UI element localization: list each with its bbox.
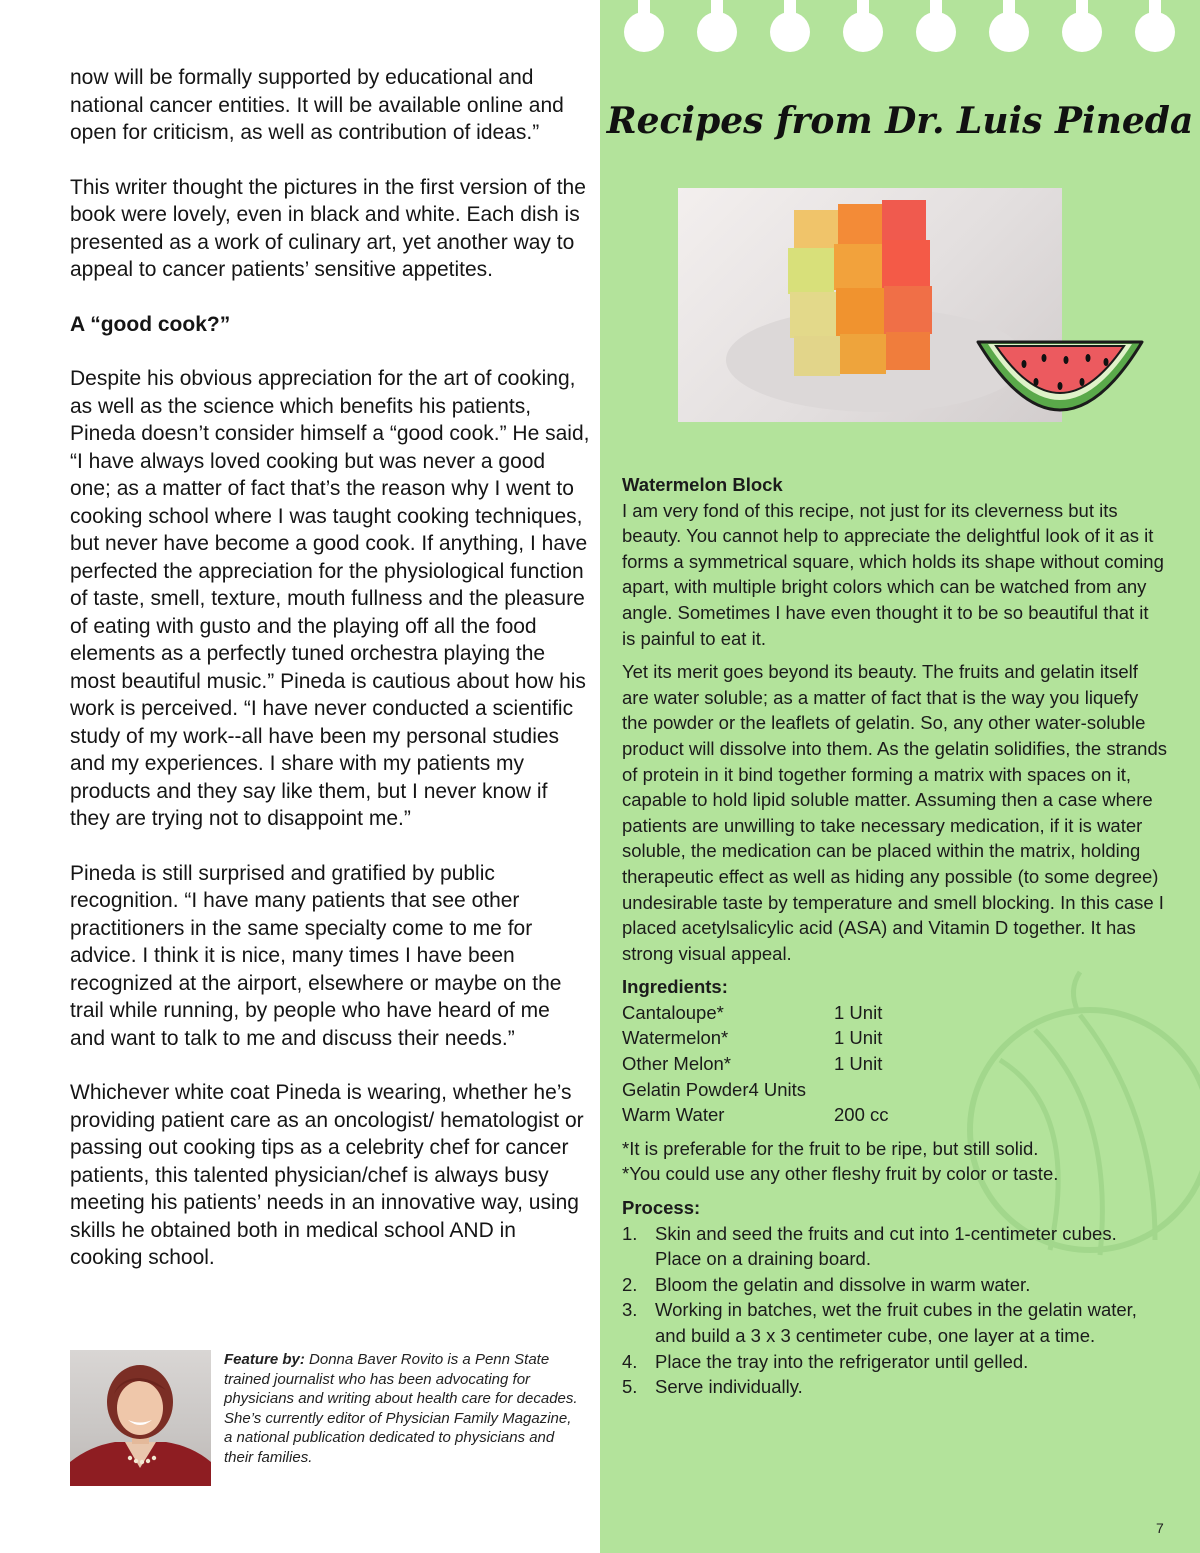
ingredient-row — [622, 1025, 1167, 1051]
step-text: Bloom the gelatin and dissolve in warm water. — [655, 1273, 1031, 1295]
ingredient-row — [622, 1102, 1167, 1128]
ingredient-row — [622, 1051, 1167, 1077]
process-step — [622, 1374, 1167, 1400]
recipe-section-title: Recipes from Dr. Luis Pineda — [606, 100, 1194, 142]
author-bio-label: Feature by: — [224, 1351, 305, 1368]
author-portrait-icon — [70, 1350, 211, 1486]
ingredient-qty: 200 cc — [834, 1104, 889, 1126]
ingredient-qty: 4 Units — [748, 1078, 807, 1100]
process-step — [622, 1221, 1167, 1272]
author-bio — [224, 1350, 580, 1467]
ingredient-name: Gelatin Powder — [622, 1078, 749, 1100]
step-text: Place the tray into the refrigerator until gelled. — [655, 1350, 1029, 1372]
watermelon-slice-icon — [972, 328, 1148, 418]
recipe-note: *You could use any other fleshy fruit by color or taste. — [622, 1163, 1059, 1185]
recipe-notes — [622, 1136, 1167, 1187]
recipe-intro: Yet its merit goes beyond its beauty. The fruits and gelatin itself are water soluble; as a matter of fact that is the way you liquefy the powder or the leaflets of gelatin. So, any other water-soluble product will dissolve into them. As the gelatin solidifies, the strands of protein in it bind together forming a matrix with spaces on it, capable to hold lipid soluble matter. Assuming then a case where patients are unwilling to take necessary medication, if it is water soluble, the medication can be placed within the matrix, holding therapeutic effect as well as hiding any possible (to some degree) undesirable taste by temperature and smell blocking. In this case I placed acetylsalicylic acid (ASA) and Vitamin D together. It has strong visual appeal. — [622, 661, 1168, 964]
step-number: 4. — [622, 1350, 638, 1372]
process-steps — [622, 1221, 1167, 1400]
step-number: 2. — [622, 1273, 638, 1295]
ingredient-qty: 1 Unit — [834, 1001, 883, 1023]
binder-hole-icon — [697, 0, 737, 58]
binder-hole-icon — [1062, 0, 1102, 58]
binder-holes — [624, 0, 1184, 60]
section-heading: A “good cook?” — [70, 312, 231, 336]
ingredient-qty: 1 Unit — [834, 1027, 883, 1049]
step-number: 5. — [622, 1376, 638, 1398]
recipe-title: Watermelon Block — [622, 474, 783, 495]
binder-hole-icon — [989, 0, 1029, 58]
recipe-content — [622, 472, 1167, 1400]
paragraph: now will be formally supported by educational and national cancer entities. It will be available online and open for criticism, as well as contribution of ideas.” — [70, 66, 564, 144]
paragraph: Pineda is still surprised and gratified by public recognition. “I have many patients that see other practitioners in the same specialty come to me for advice. I think it is nice, many times I have been recognized at the airport, elsewhere or maybe on the trail while running, by people who have heard of me and want to talk to me and discuss their needs.” — [70, 861, 562, 1050]
recipe-intro: I am very fond of this recipe, not just for its cleverness but its beauty. You cannot help to appreciate the delightful look of it as it forms a symmetrical square, which holds its shape without coming apart, with multiple bright colors which can be watched from any angle. Sometimes I have even thought it to be so beautiful that it is painful to eat it. — [622, 499, 1164, 649]
step-text: Skin and seed the fruits and cut into 1-centimeter cubes. Place on a draining board. — [655, 1222, 1117, 1270]
recipe-note: *It is preferable for the fruit to be ripe, but still solid. — [622, 1137, 1039, 1159]
article-body — [70, 64, 590, 1299]
ingredients-label: Ingredients: — [622, 976, 728, 998]
binder-hole-icon — [916, 0, 956, 58]
ingredients-list — [622, 1000, 1167, 1128]
process-step — [622, 1349, 1167, 1375]
author-bio-box — [70, 1350, 580, 1490]
ingredient-name: Other Melon* — [622, 1053, 731, 1075]
ingredient-name: Watermelon* — [622, 1027, 729, 1049]
step-number: 3. — [622, 1299, 638, 1321]
binder-hole-icon — [624, 0, 664, 58]
ingredient-row — [622, 1000, 1167, 1026]
binder-hole-icon — [843, 0, 883, 58]
ingredient-qty: 1 Unit — [834, 1053, 883, 1075]
page-number: 7 — [1156, 1520, 1164, 1536]
ingredient-row — [622, 1077, 1167, 1103]
paragraph: This writer thought the pictures in the first version of the book were lovely, even in black and white. Each dish is presented as a work of culinary art, yet another way to appeal to cancer patients’ sensitive appetites. — [70, 175, 586, 281]
step-text: Serve individually. — [655, 1376, 803, 1398]
step-number: 1. — [622, 1222, 638, 1244]
recipe-panel — [600, 0, 1200, 1553]
ingredient-name: Cantaloupe* — [622, 1001, 724, 1023]
step-text: Working in batches, wet the fruit cubes in the gelatin water, and build a 3 x 3 centimeter cube, one layer at a time. — [655, 1299, 1137, 1346]
author-bio-text: Donna Baver Rovito is a Penn State trained journalist who has been advocating for physicians and writing about health care for decades. She’s currently editor of Physician Family Magazine, a national publication dedicated to physicians and their families. — [224, 1351, 578, 1466]
paragraph: Despite his obvious appreciation for the art of cooking, as well as the science which benefits his patients, Pineda doesn’t consider himself a “good cook.” He said, “I have always loved cooking but was never a good one; as a matter of fact that’s the reason why I went to cooking school where I was taught cooking techniques, but never have become a good cook. If anything, I have perfected the appreciation for the physiological function of taste, smell, texture, mouth fullness and the pleasure of eating with gusto and the playing off all the food elements as a perfectly tuned orchestra playing the most beautiful music.” Pineda is cautious about how his work is perceived. “I have never conducted a scientific study of my work--all have been my personal studies and my experiences. I share with my patients my products and they say like them, but I never know if they are trying not to disappoint me.” — [70, 367, 590, 830]
process-label: Process: — [622, 1197, 701, 1219]
binder-hole-icon — [1135, 0, 1175, 58]
author-photo — [70, 1350, 211, 1486]
ingredient-name: Warm Water — [622, 1104, 725, 1126]
process-step — [622, 1272, 1167, 1298]
paragraph: Whichever white coat Pineda is wearing, whether he’s providing patient care as an oncologist/ hematologist or passing out cooking tips as a celebrity chef for cancer patients, this talented physician/chef is always busy meeting his patients’ needs in an innovative way, using skills he obtained both in medical school AND in cooking school. — [70, 1081, 584, 1269]
binder-hole-icon — [770, 0, 810, 58]
process-step — [622, 1297, 1167, 1348]
